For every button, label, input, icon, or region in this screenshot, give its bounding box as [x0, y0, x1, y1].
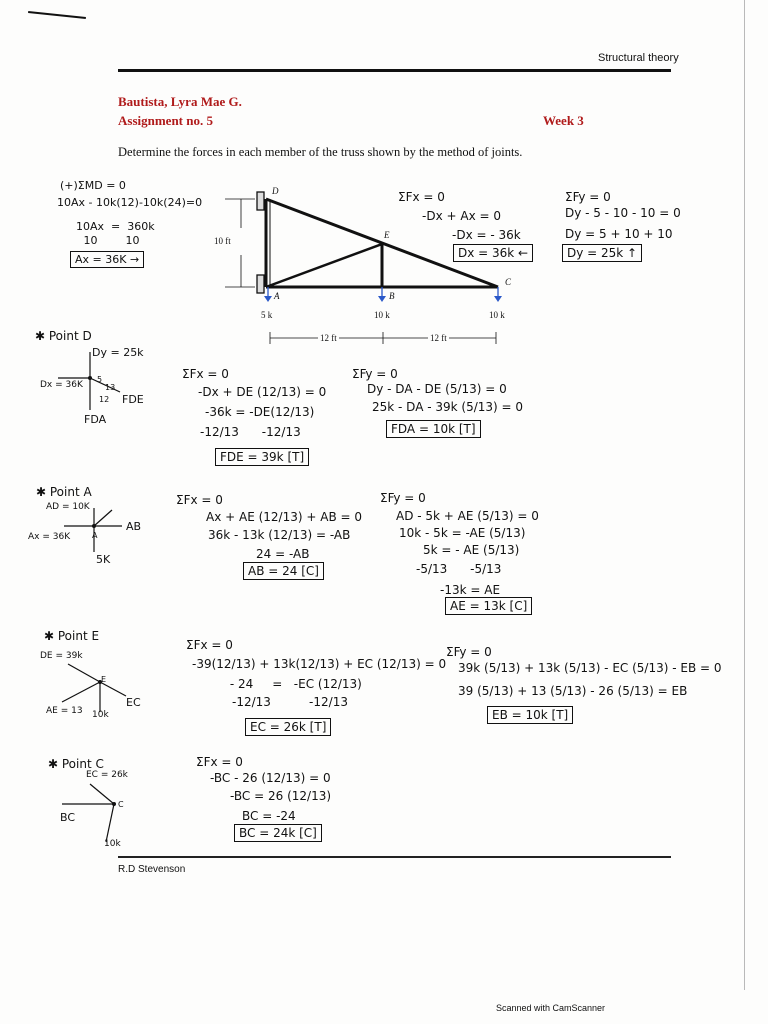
point-d-fda-result: FDA = 10k [T]	[386, 420, 481, 438]
point-a-ab-label: AB	[126, 520, 142, 533]
joint-label-d: D	[272, 186, 279, 196]
point-d-slope-5: 5	[97, 375, 103, 384]
point-d-title: ✱ Point D	[35, 329, 92, 343]
point-d-fde-label: FDE	[122, 393, 144, 406]
point-d-fx-title: ΣFx = 0	[182, 367, 229, 381]
point-a-fx-title: ΣFx = 0	[176, 493, 223, 507]
point-a-5k-label: 5K	[96, 553, 111, 566]
point-e-ae-label: AE = 13	[46, 706, 83, 716]
point-a-ad-label: AD = 10K	[46, 502, 90, 512]
point-a-fy-line5: -13k = AE	[440, 583, 501, 597]
point-e-fx-line2: - 24 = -EC (12/13)	[226, 677, 362, 691]
sum-fy-line1: Dy - 5 - 10 - 10 = 0	[565, 206, 681, 220]
point-c-ec-label: EC = 26k	[86, 770, 128, 780]
point-d-fx-line1: -Dx + DE (12/13) = 0	[198, 385, 327, 399]
point-c-center-label: C	[118, 800, 124, 809]
point-e-fy-title: ΣFy = 0	[446, 645, 492, 659]
load-label-a: 5 k	[261, 310, 273, 320]
point-c-title: ✱ Point C	[48, 757, 104, 771]
sum-fy-line2: Dy = 5 + 10 + 10	[565, 227, 673, 241]
joint-label-e: E	[384, 230, 390, 240]
point-e-eb-result: EB = 10k [T]	[487, 706, 573, 724]
moment-divide-bottom: 10 10	[80, 234, 140, 247]
point-e-ec-result: EC = 26k [T]	[245, 718, 331, 736]
moment-divide-top: 10Ax = 360k	[76, 220, 155, 233]
point-a-fy-line4: -5/13 -5/13	[416, 562, 502, 576]
point-a-fy-title: ΣFy = 0	[380, 491, 426, 505]
sum-fx-title: ΣFx = 0	[398, 190, 445, 204]
point-e-fx-line1: -39(12/13) + 13k(12/13) + EC (12/13) = 0	[192, 657, 447, 671]
joint-label-a: A	[274, 291, 280, 301]
point-d-fx-line2: -36k = -DE(12/13)	[205, 405, 315, 419]
point-a-fx-line2: 36k - 13k (12/13) = -AB	[208, 528, 351, 542]
week-label: Week 3	[543, 113, 584, 128]
point-d-slope-12: 12	[99, 395, 110, 404]
point-e-fx-line3: -12/13 -12/13	[232, 695, 348, 709]
footer-author: R.D Stevenson	[118, 864, 186, 875]
point-e-title: ✱ Point E	[44, 629, 100, 643]
point-e-fy-line2: 39 (5/13) + 13 (5/13) - 26 (5/13) = EB	[458, 684, 688, 698]
footer-rule	[118, 856, 671, 858]
problem-statement: Determine the forces in each member of the truss shown by the method of joints.	[118, 145, 523, 159]
point-c-10k-label: 10k	[104, 839, 121, 849]
load-label-c: 10 k	[489, 310, 505, 320]
point-c-bc-result: BC = 24k [C]	[234, 824, 322, 842]
dx-result: Dx = 36k ←	[453, 244, 533, 262]
point-e-fy-line1: 39k (5/13) + 13k (5/13) - EC (5/13) - EB = 0	[458, 661, 722, 675]
point-d-fy-line2: 25k - DA - 39k (5/13) = 0	[372, 400, 524, 414]
subject-label: Structural theory	[598, 52, 679, 64]
point-a-ae-result: AE = 13k [C]	[445, 597, 532, 615]
point-c-bc-label: BC	[60, 811, 76, 824]
point-d-dx-label: Dx = 36K	[40, 380, 83, 390]
ax-result: Ax = 36K →	[70, 251, 144, 268]
point-a-ab-result: AB = 24 [C]	[243, 562, 324, 580]
point-d-fy-title: ΣFy = 0	[352, 367, 398, 381]
point-e-10k-label: 10k	[92, 710, 109, 720]
point-c-fx-line3: BC = -24	[242, 809, 296, 823]
point-a-center-label: A	[92, 531, 98, 540]
load-label-b: 10 k	[374, 310, 390, 320]
sum-fx-line2: -Dx = - 36k	[452, 228, 521, 242]
point-e-ec-label: EC	[126, 696, 141, 709]
span-label-left: 12 ft	[320, 333, 337, 343]
point-d-fda-label: FDA	[84, 413, 107, 426]
moment-equation: 10Ax - 10k(12)-10k(24)=0	[57, 196, 203, 209]
moment-equation-title: (+)ΣMD = 0	[60, 179, 126, 192]
span-label-right: 12 ft	[430, 333, 447, 343]
point-d-dy-label: Dy = 25k	[92, 346, 144, 359]
point-a-fx-line1: Ax + AE (12/13) + AB = 0	[206, 510, 362, 524]
scanner-watermark: Scanned with CamScanner	[496, 1003, 606, 1013]
point-d-slope-13: 13	[105, 383, 116, 392]
point-a-fy-line2: 10k - 5k = -AE (5/13)	[399, 526, 526, 540]
point-c-fx-line1: -BC - 26 (12/13) = 0	[210, 771, 331, 785]
point-a-fy-line1: AD - 5k + AE (5/13) = 0	[396, 509, 539, 523]
joint-label-c: C	[505, 277, 512, 287]
point-c-fx-line2: -BC = 26 (12/13)	[230, 789, 332, 803]
point-d-fde-result: FDE = 39k [T]	[215, 448, 309, 466]
point-a-ax-label: Ax = 36K	[28, 532, 71, 542]
dy-result: Dy = 25k ↑	[562, 244, 642, 262]
point-d-fx-line3: -12/13 -12/13	[200, 425, 301, 439]
height-dimension-label: 10 ft	[214, 236, 231, 246]
sum-fy-title: ΣFy = 0	[565, 190, 611, 204]
joint-label-b: B	[389, 291, 395, 301]
point-a-title: ✱ Point A	[36, 485, 92, 499]
point-a-fx-line3: 24 = -AB	[256, 547, 310, 561]
point-e-center-label: E	[101, 675, 107, 684]
point-e-de-label: DE = 39k	[40, 651, 83, 661]
sum-fx-line1: -Dx + Ax = 0	[422, 209, 501, 223]
point-e-fx-title: ΣFx = 0	[186, 638, 233, 652]
point-d-fy-line1: Dy - DA - DE (5/13) = 0	[367, 382, 507, 396]
student-name: Bautista, Lyra Mae G.	[118, 94, 242, 109]
assignment-number: Assignment no. 5	[118, 113, 213, 128]
point-c-fx-title: ΣFx = 0	[196, 755, 243, 769]
point-a-fy-line3: 5k = - AE (5/13)	[423, 543, 520, 557]
